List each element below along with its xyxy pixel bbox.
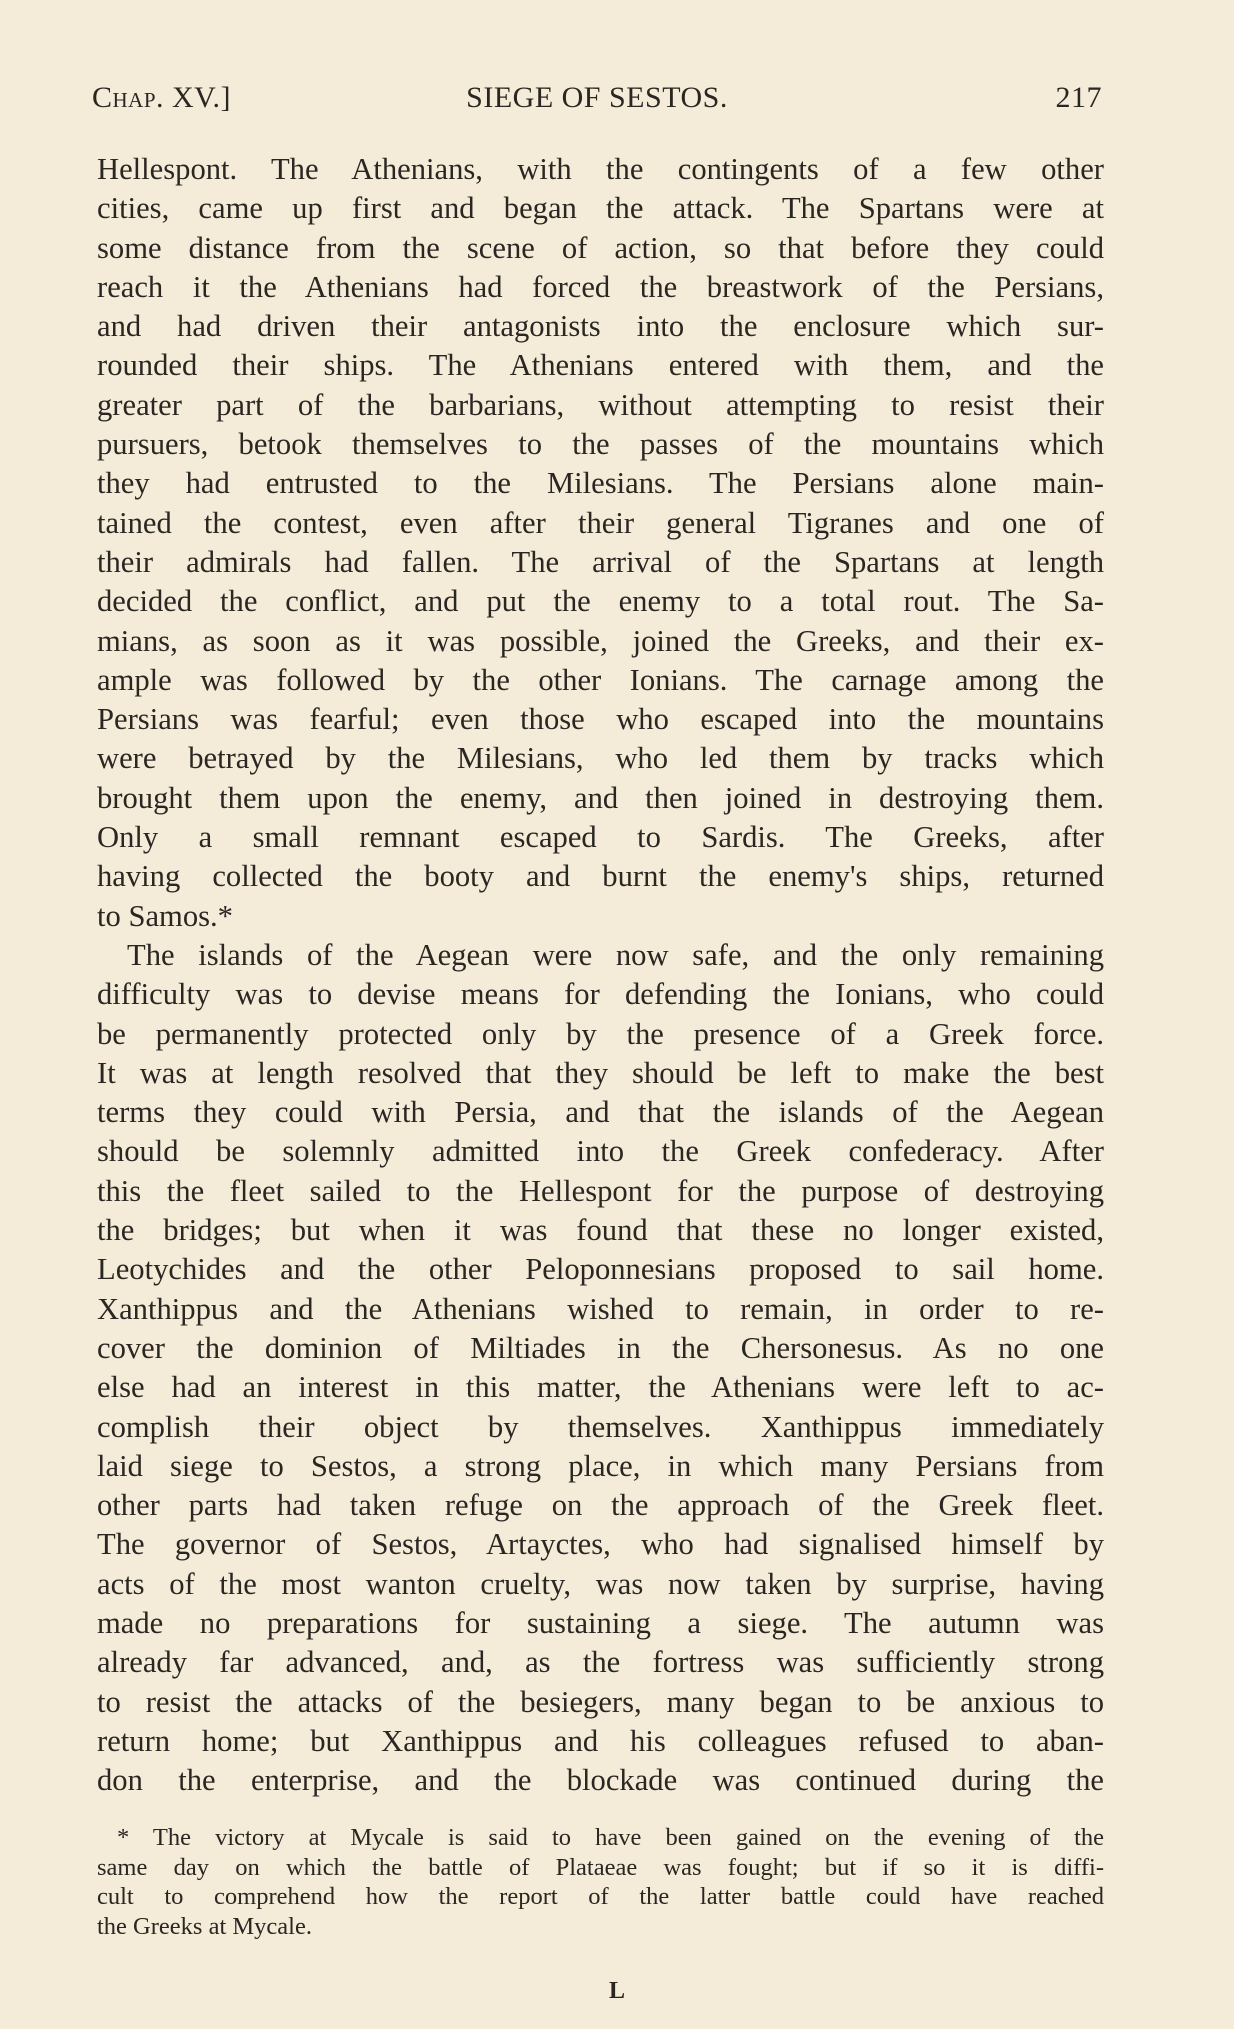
footnote-line: * The victory at Mycale is said to have been gained on the evening of the: [117, 1824, 1104, 1851]
body-line: difficulty was to devise means for defending the Ionians, who could: [97, 977, 1104, 1012]
body-line: brought them upon the enemy, and then joined in destroying them.: [97, 780, 1104, 815]
footnote-line: the Greeks at Mycale.: [97, 1912, 312, 1940]
body-line: reach it the Athenians had forced the breastwork of the Persians,: [97, 269, 1104, 304]
body-line: Hellespont. The Athenians, with the contingents of a few other: [97, 152, 1104, 186]
body-line: pursuers, betook themselves to the passes of the mountains which: [97, 427, 1104, 462]
body-line: Persians was fearful; even those who escaped into the mountains: [97, 702, 1104, 737]
body-line: mians, as soon as it was possible, joined the Greeks, and their ex-: [97, 623, 1104, 658]
body-line: they had entrusted to the Milesians. The Persians alone main-: [97, 466, 1104, 501]
body-text: [97, 150, 1104, 1800]
body-line: their admirals had fallen. The arrival of the Spartans at length: [97, 544, 1104, 579]
body-line: Leotychides and the other Peloponnesians proposed to sail home.: [97, 1252, 1104, 1287]
body-line: The islands of the Aegean were now safe, and the only remaining: [127, 937, 1104, 972]
body-line: already far advanced, and, as the fortress was sufficiently strong: [97, 1645, 1104, 1680]
body-line: having collected the booty and burnt the enemy's ships, returned: [97, 859, 1104, 894]
body-line: tained the contest, even after their general Tigranes and one of: [97, 505, 1104, 540]
body-line: made no preparations for sustaining a siege. The autumn was: [97, 1605, 1104, 1640]
body-line: laid siege to Sestos, a strong place, in which many Persians from: [97, 1448, 1104, 1483]
body-line: complish their object by themselves. Xanthippus immediately: [97, 1409, 1104, 1444]
signature-mark: L: [608, 1978, 625, 2004]
body-line: acts of the most wanton cruelty, was now taken by surprise, having: [97, 1566, 1104, 1601]
body-line: the bridges; but when it was found that these no longer existed,: [97, 1213, 1104, 1248]
body-line: else had an interest in this matter, the Athenians were left to ac-: [97, 1370, 1104, 1405]
body-line: Xanthippus and the Athenians wished to remain, in order to re-: [97, 1291, 1104, 1326]
chapter-label: Chap. XV.]: [92, 81, 231, 114]
body-line: terms they could with Persia, and that the islands of the Aegean: [97, 1095, 1104, 1130]
body-line: It was at length resolved that they should be left to make the best: [97, 1055, 1104, 1090]
body-line: to Samos.*: [97, 898, 233, 933]
footnote: [97, 1823, 1104, 1941]
footnote-line: cult to comprehend how the report of the latter battle could have reached: [97, 1883, 1104, 1910]
body-line: decided the conflict, and put the enemy to a total rout. The Sa-: [97, 584, 1104, 619]
body-line: return home; but Xanthippus and his colleagues refused to aban-: [97, 1723, 1104, 1758]
body-line: this the fleet sailed to the Hellespont for the purpose of destroying: [97, 1173, 1104, 1208]
footnote-line: same day on which the battle of Plataeae was fought; but if so it is diffi-: [97, 1853, 1104, 1881]
body-line: Only a small remnant escaped to Sardis. The Greeks, after: [97, 820, 1104, 855]
running-header: [92, 78, 1102, 128]
body-line: other parts had taken refuge on the approach of the Greek fleet.: [97, 1488, 1104, 1523]
body-line: ample was followed by the other Ionians. The carnage among the: [97, 662, 1104, 697]
body-line: don the enterprise, and the blockade was continued during the: [97, 1763, 1104, 1798]
running-title: SIEGE OF SESTOS.: [466, 81, 728, 114]
page-number: 217: [1055, 81, 1102, 114]
body-line: The governor of Sestos, Artayctes, who had signalised himself by: [97, 1527, 1104, 1562]
body-line: and had driven their antagonists into the enclosure which sur-: [97, 309, 1104, 344]
body-line: greater part of the barbarians, without attempting to resist their: [97, 387, 1104, 422]
body-line: were betrayed by the Milesians, who led them by tracks which: [97, 741, 1104, 776]
body-line: rounded their ships. The Athenians entered with them, and the: [97, 348, 1104, 383]
body-line: cities, came up first and began the attack. The Spartans were at: [97, 191, 1104, 226]
body-line: cover the dominion of Miltiades in the Chersonesus. As no one: [97, 1330, 1104, 1365]
body-line: should be solemnly admitted into the Greek confederacy. After: [97, 1134, 1104, 1169]
body-line: to resist the attacks of the besiegers, many began to be anxious to: [97, 1684, 1104, 1719]
body-line: be permanently protected only by the presence of a Greek force.: [97, 1016, 1104, 1051]
body-line: some distance from the scene of action, so that before they could: [97, 230, 1104, 265]
